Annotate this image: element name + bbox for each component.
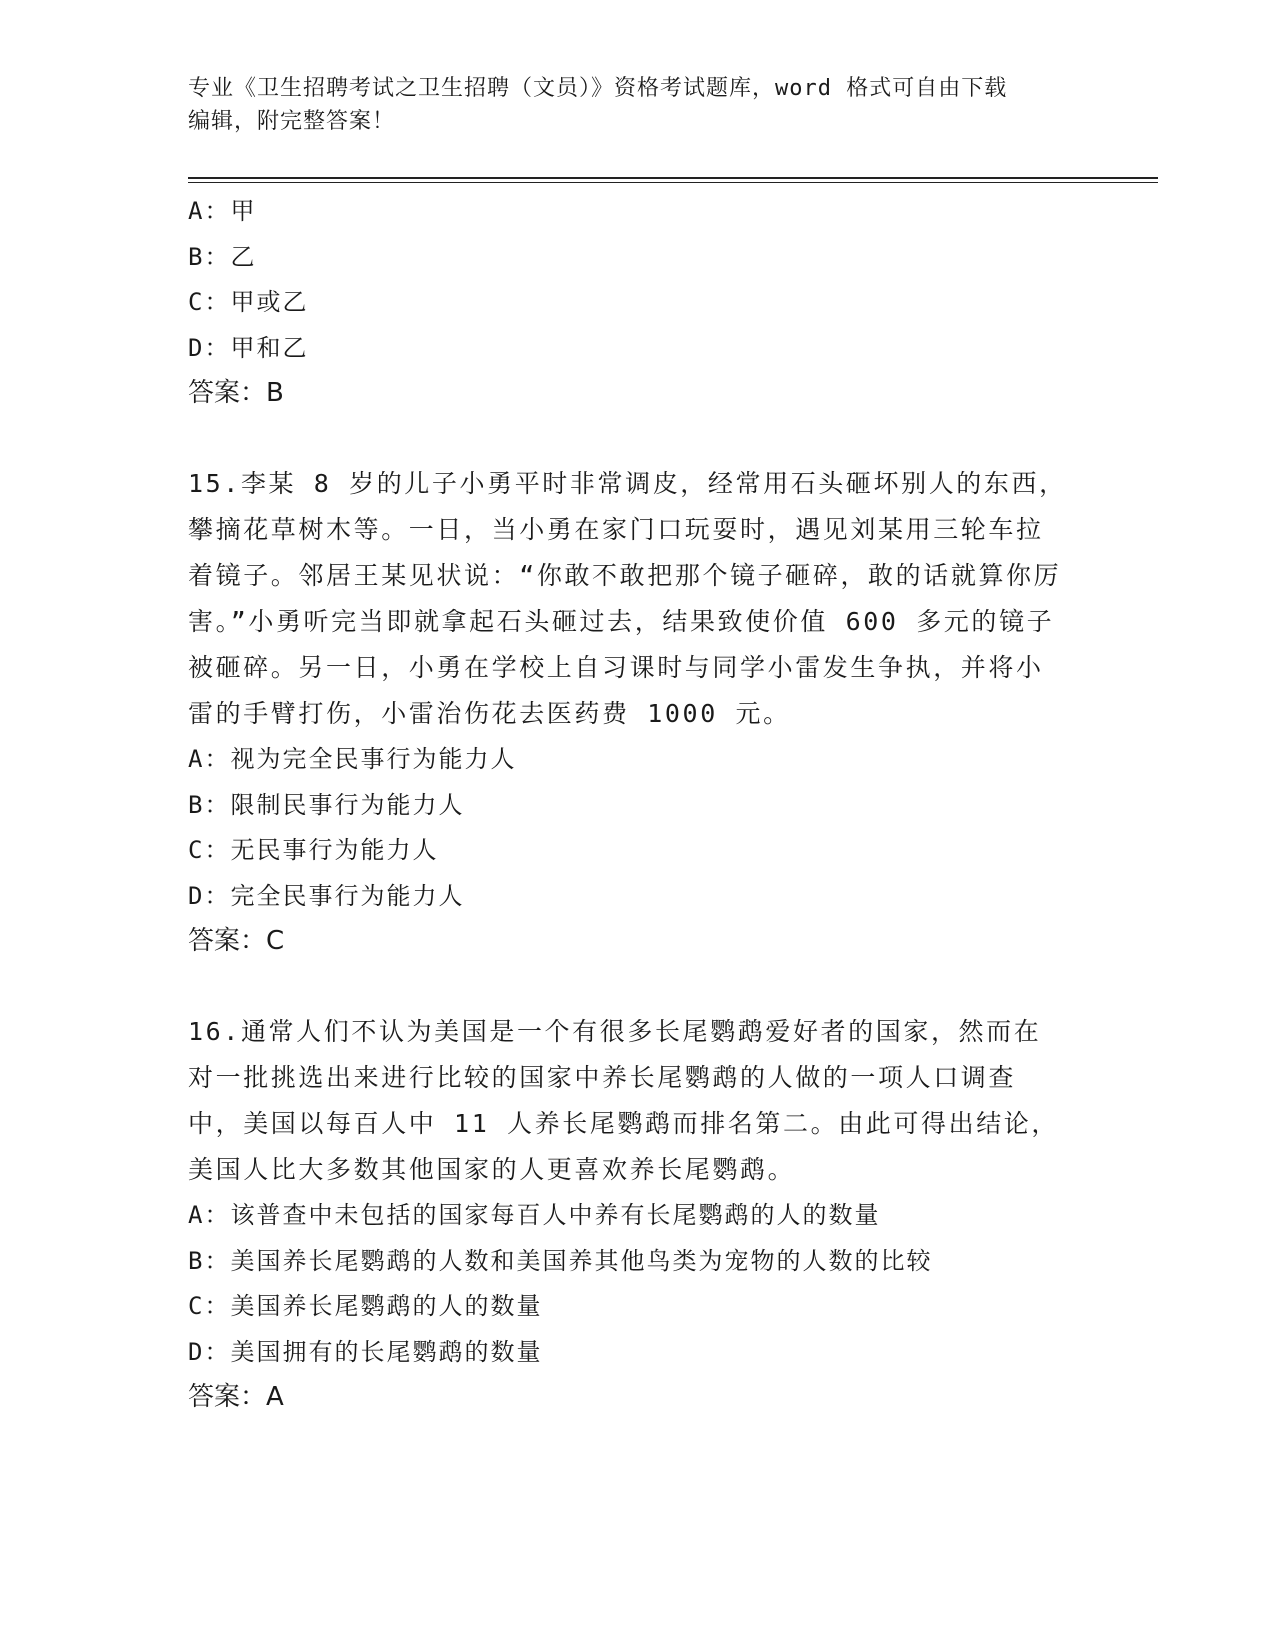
question-14-block [188, 189, 1068, 416]
header-line-2: 编辑，附完整答案！ [188, 109, 396, 134]
q15-option-c: C：无民事行为能力人 [188, 836, 439, 864]
q15-option-d: D：完全民事行为能力人 [188, 881, 465, 910]
document-header [188, 72, 1088, 138]
header-line-1: 专业《卫生招聘考试之卫生招聘（文员）》资格考试题库，word 格式可自由下载 [188, 76, 1008, 101]
q14-option-c: C：甲或乙 [188, 288, 309, 316]
q15-option-a: A：视为完全民事行为能力人 [188, 745, 517, 773]
spacer [188, 416, 1068, 461]
q15-question-text: 15.李某 8 岁的儿子小勇平时非常调皮，经常用石头砸坏别人的东西，攀摘花草树木等。一日，当小勇在家门口玩耍时，遇见刘某用三轮车拉着镜子。邻居王某见状说：“你敢不敢把那个镜子砸碎，敢的话就算你厉害。”小勇听完当即就拿起石头砸过去，结果致使价值 600 多元的镜子被砸碎。另一日，小勇在学校上自习课时与同学小雷发生争执，并将小雷的手臂打伤，小雷治伤花去医药费 1000 元。 [188, 469, 1067, 728]
question-16-block [188, 1009, 1068, 1420]
q16-answer: 答案：A [188, 1382, 284, 1412]
header-rule-thick [188, 177, 1158, 179]
q16-option-a: A：该普查中未包括的国家每百人中养有长尾鹦鹉的人的数量 [188, 1201, 881, 1229]
q14-option-d: D：甲和乙 [188, 333, 309, 362]
q16-question-text: 16.通常人们不认为美国是一个有很多长尾鹦鹉爱好者的国家，然而在对一批挑选出来进行比较的国家中养长尾鹦鹉的人做的一项人口调查中，美国以每百人中 11 人养长尾鹦鹉而排名第二。由此可得出结论，美国人比大多数其他国家的人更喜欢养长尾鹦鹉。 [188, 1017, 1060, 1184]
q14-option-b: B：乙 [188, 242, 257, 271]
q16-option-b: B：美国养长尾鹦鹉的人数和美国养其他鸟类为宠物的人数的比较 [188, 1246, 933, 1275]
q16-option-c: C：美国养长尾鹦鹉的人的数量 [188, 1292, 543, 1320]
document-body [188, 189, 1068, 1420]
q15-option-b: B：限制民事行为能力人 [188, 790, 465, 819]
spacer [188, 964, 1068, 1009]
q16-option-d: D：美国拥有的长尾鹦鹉的数量 [188, 1337, 543, 1366]
q14-option-a: A：甲 [188, 197, 257, 225]
question-15-block [188, 461, 1068, 964]
header-rule-thin [188, 182, 1158, 183]
q15-answer: 答案：C [188, 926, 285, 956]
q14-answer: 答案：B [188, 378, 284, 408]
